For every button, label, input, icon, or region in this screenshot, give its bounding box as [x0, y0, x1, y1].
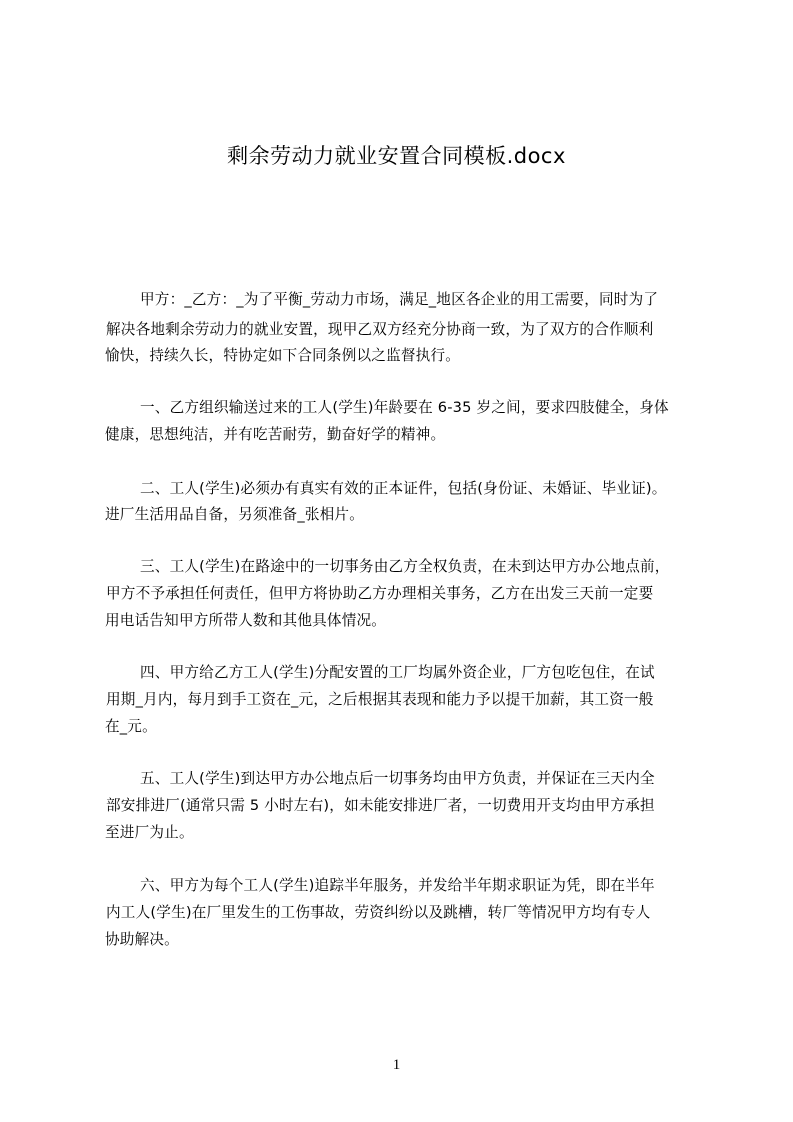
- paragraph-7-line-2: 内工人(学生)在厂里发生的工伤事故，劳资纠纷以及跳槽，转厂等情况甲方均有专人: [106, 904, 651, 921]
- paragraph-1-line-2: 解决各地剩余劳动力的就业安置，现甲乙双方经充分协商一致，为了双方的合作顺利: [106, 321, 654, 338]
- paragraph-1-line-1: 甲方：_乙方：_为了平衡_劳动力市场，满足_地区各企业的用工需要，同时为了: [140, 291, 659, 308]
- paragraph-6-line-1: 五、工人(学生)到达甲方办公地点后一切事务均由甲方负责，并保证在三天内全: [140, 770, 655, 787]
- paragraph-4-line-3: 用电话告知甲方所带人数和其他具体情况。: [105, 612, 387, 629]
- paragraph-5-line-3: 在_元。: [105, 718, 157, 735]
- paragraph-4-line-2: 甲方不予承担任何责任，但甲方将协助乙方办理相关事务，乙方在出发三天前一定要: [106, 585, 654, 602]
- paragraph-4-line-1: 三、工人(学生)在路途中的一切事务由乙方全权负责，在未到达甲方办公地点前，: [140, 558, 670, 575]
- paragraph-6-line-2: 部安排进厂(通常只需 5 小时左右)，如未能安排进厂者，一切费用开支均由甲方承担: [106, 797, 655, 814]
- paragraph-2-line-1: 一、乙方组织输送过来的工人(学生)年龄要在 6-35 岁之间，要求四肢健全，身体: [140, 399, 669, 416]
- paragraph-2-line-2: 健康，思想纯洁，并有吃苦耐劳，勤奋好学的精神。: [105, 426, 446, 443]
- paragraph-3-line-1: 二、工人(学生)必须办有真实有效的正本证件，包括(身份证、未婚证、毕业证)。: [140, 480, 667, 497]
- page-number: 1: [392, 1057, 401, 1073]
- paragraph-3-line-2: 进厂生活用品自备，另须准备_张相片。: [105, 506, 364, 523]
- paragraph-5-line-2: 用期_月内，每月到手工资在_元，之后根据其表现和能力予以提干加薪，其工资一般: [106, 691, 654, 708]
- paragraph-5-line-1: 四、甲方给乙方工人(学生)分配安置的工厂均属外资企业，厂方包吃包住，在试: [140, 664, 655, 681]
- paragraph-7-line-1: 六、甲方为每个工人(学生)追踪半年服务，并发给半年期求职证为凭，即在半年: [140, 877, 655, 894]
- paragraph-7-line-3: 协助解决。: [105, 931, 179, 948]
- paragraph-1-line-3: 愉快，持续久长，特协定如下合同条例以之监督执行。: [105, 347, 461, 364]
- paragraph-6-line-3: 至进厂为止。: [105, 824, 194, 841]
- document-title: 剩余劳动力就业安置合同模板.docx: [227, 144, 566, 168]
